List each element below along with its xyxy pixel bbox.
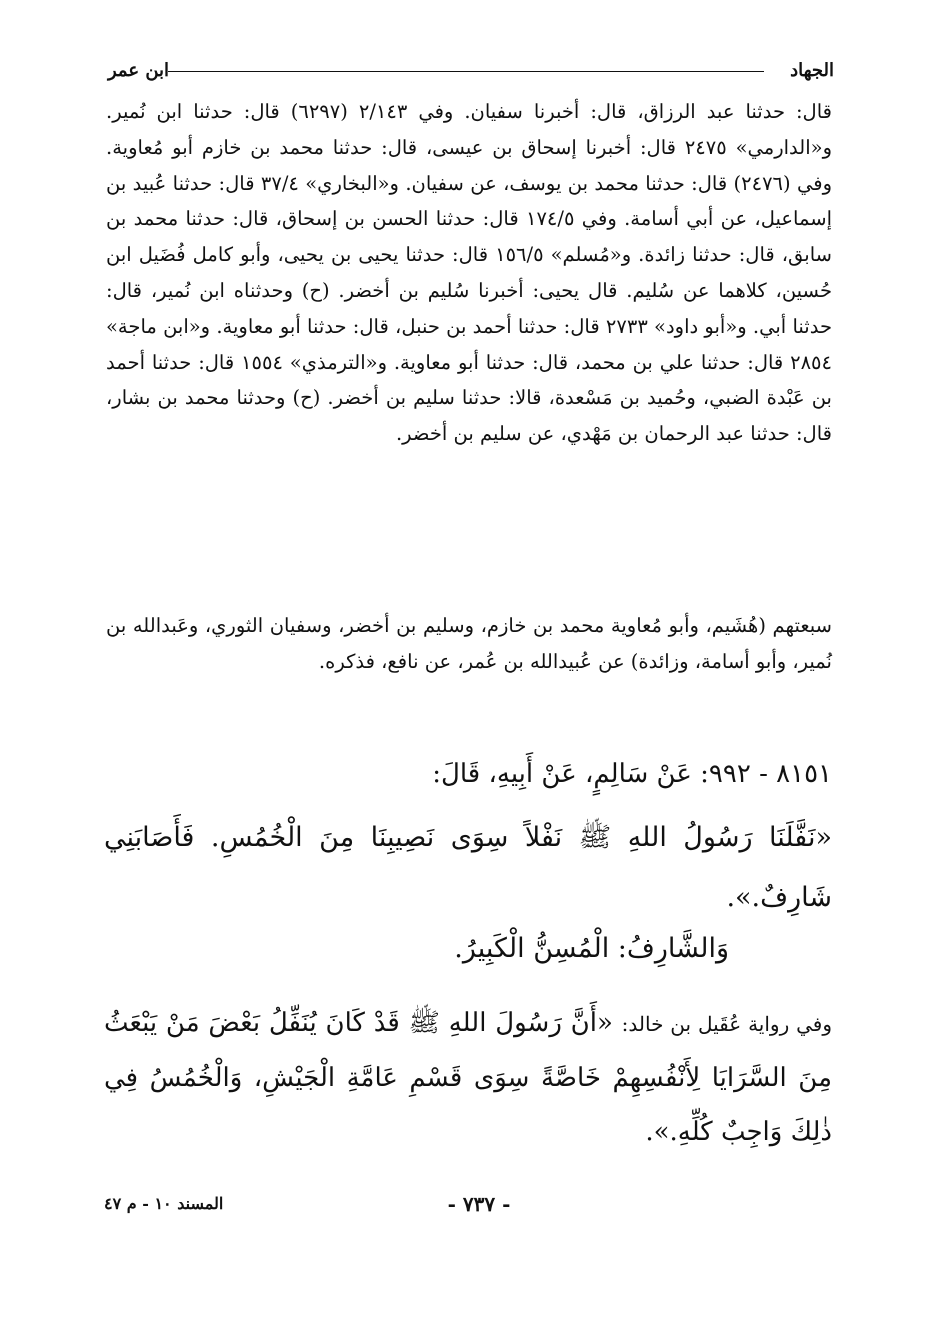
- hadith-number: ٨١٥١ - ٩٩٢:: [700, 759, 832, 789]
- hadith-heading: [132, 752, 832, 796]
- page-footer: [104, 1192, 832, 1222]
- riwaya-paragraph: [104, 996, 832, 1159]
- header-rule: [168, 71, 764, 72]
- running-header: [108, 60, 834, 88]
- hadith-gloss: وَالشَّارِفُ: الْمُسِنُّ الْكَبِيرُ.: [454, 933, 729, 964]
- riwaya-intro: وفي رواية عُقَيل بن خالد:: [621, 1012, 832, 1036]
- narrator-title: ابن عمر: [108, 60, 170, 81]
- isnad-paragraph: قال: حدثنا عبد الرزاق، قال: أخبرنا سفيان. وفي ٢/١٤٣ (٦٢٩٧) قال: حدثنا ابن نُمير. و«الدارمي» ٢٤٧٥ قال: أخبرنا إسحاق بن عيسى، قال: حدثنا محمد بن خازم أبو مُعاوية. وفي (٢٤٧٦) قال: حدثنا محمد بن يوسف، عن سفيان. و«البخاري» ٣٧/٤ قال: حدثنا عُبيد بن إسماعيل، عن أبي أسامة. وفي ١٧٤/٥ قال: حدثنا الحسن بن إسحاق، قال: حدثنا محمد بن سابق، قال: حدثنا زائدة. و«مُسلم» ١٥٦/٥ قال: حدثنا يحيى بن يحيى، وأبو كامل فُضَيل ابن حُسين، كلاهما عن سُليم. قال يحيى: أخبرنا سُليم بن أخضر. (ح) وحدثناه ابن نُمير، قال: حدثنا أبي. و«أبو داود» ٢٧٣٣ قال: حدثنا أحمد بن حنبل، قال: حدثنا أبو معاوية. و«ابن ماجة» ٢٨٥٤ قال: حدثنا علي بن محمد، قال: حدثنا أبو معاوية. و«الترمذي» ١٥٥٤ قال: حدثنا أحمد بن عَبْدة الضبي، وحُميد بن مَسْعدة، قالا: حدثنا سليم بن أخضر. (ح) وحدثنا محمد بن بشار، قال: حدثنا عبد الرحمان بن مَهْدي، عن سليم بن أخضر.: [106, 100, 833, 446]
- hadith-chain: عَنْ سَالِمٍ، عَنْ أَبِيهِ، قَالَ:: [432, 759, 692, 789]
- riwaya-text: «أَنَّ رَسُولَ اللهِ ﷺ قَدْ كَانَ يُنَفِّلُ بَعْضَ مَنْ يَبْعَثُ مِنَ السَّرَايَا لِأَنْفُسِهِمْ خَاصَّةً سِوَى قَسْمِ عَامَّةِ الْجَيْشِ، وَالْخُمُسُ فِي ذٰلِكَ وَاجِبٌ كُلِّهِ.».: [104, 1008, 832, 1147]
- summary-paragraph: سبعتهم (هُشَيم، وأبو مُعاوية محمد بن خازم، وسليم بن أخضر، وسفيان الثوري، وعَبدالله بن نُمير، وأبو أسامة، وزائدة) عن عُبيدالله بن عُمر، عن نافع، فذكره.: [106, 614, 832, 673]
- chapter-title: الجهاد: [790, 60, 834, 81]
- page-number: - ٧٣٧ -: [447, 1192, 511, 1216]
- signature-mark: المسند ١٠ - م ٤٧: [104, 1194, 224, 1213]
- hadith-text: «نَفَّلَنَا رَسُولُ اللهِ ﷺ نَفْلاً سِوَى نَصِيبِنَا مِنَ الْخُمُسِ. فَأَصَابَنِي شَارِفٌ.».: [104, 822, 832, 913]
